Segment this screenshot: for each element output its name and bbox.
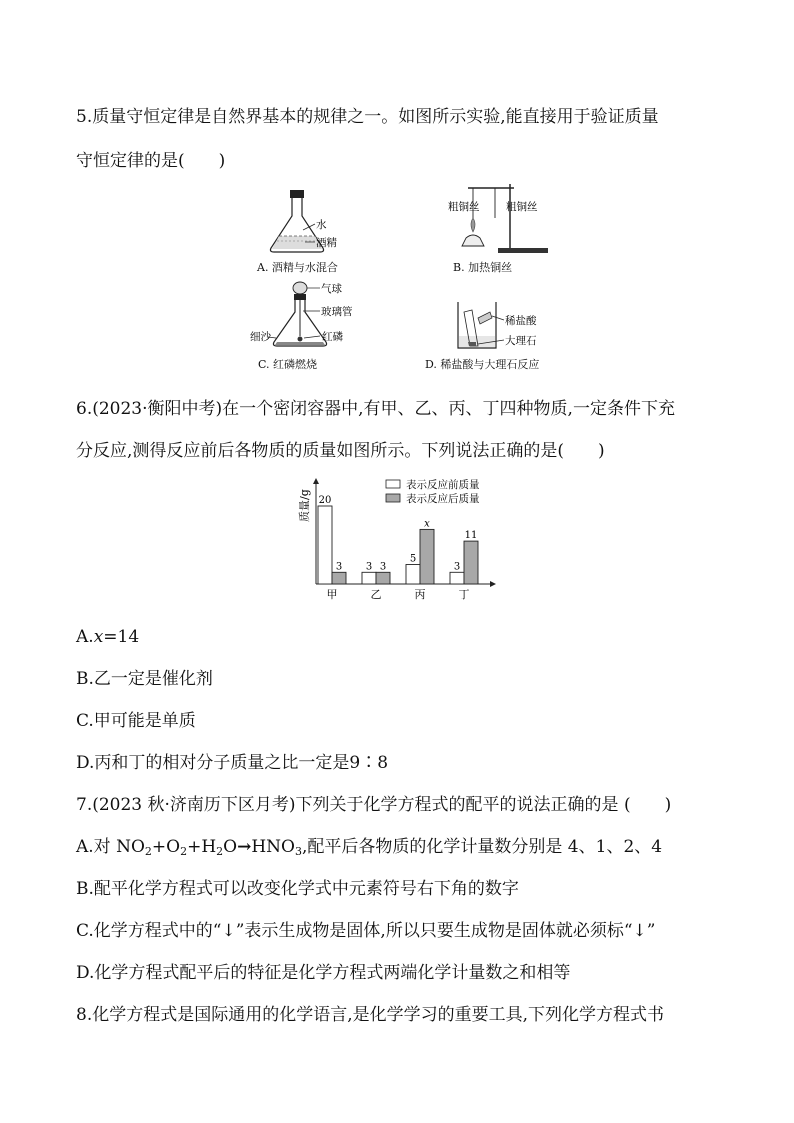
bar-after-3 [420,529,434,584]
label-phosphorus: 红磷 [322,331,343,343]
bar-before-4 [450,572,464,584]
q6-option-a-var: x [93,627,104,647]
bar-chart [290,474,510,604]
figure-a-caption: A. 酒精与水混合 [257,261,338,274]
liquid [272,236,322,249]
figure-c-caption: C. 红磷燃烧 [258,358,318,371]
bar-after-4 [464,541,478,584]
figure-b-stand [440,180,560,260]
label-tube: 玻璃管 [321,306,353,318]
chart-legend [386,478,480,505]
q6-option-b[interactable]: B.乙一定是催化剂 [76,669,213,689]
data-label-after-3: x [424,518,430,530]
q6-option-d[interactable]: D.丙和丁的相对分子质量之比一定是9∶8 [76,753,389,773]
q6-option-a-rest: =14 [103,627,140,647]
q7-option-b[interactable]: B.配平化学方程式可以改变化学式中元素符号右下角的数字 [76,879,519,899]
flame-icon [471,218,475,232]
figure-d-caption: D. 稀盐酸与大理石反应 [425,358,540,371]
red-phosphorus [298,337,303,342]
label-marble: 大理石 [505,335,537,347]
q6-option-a[interactable] [76,626,139,648]
q5-stem-line1: 5.质量守恒定律是自然界基本的规律之一。如图所示实验,能直接用于验证质量 [76,107,659,127]
y-axis-arrow-icon [313,478,319,484]
alcohol-lamp [462,235,484,246]
figure-d-beaker [448,298,558,354]
q7-option-d[interactable]: D.化学方程式配平后的特征是化学方程式两端化学计量数之和相等 [76,963,571,983]
q7-option-c[interactable]: C.化学方程式中的“↓”表示生成物是固体,所以只要生成物是固体就必须标“↓” [76,921,656,941]
legend-label-1: 表示反应前质量 [406,479,480,491]
bar-before-1 [318,506,332,584]
label-wire-right: 粗铜丝 [506,201,538,213]
bar-after-1 [332,572,346,584]
stand-base [498,248,548,253]
category-label-3: 丙 [414,588,426,601]
sand [275,342,325,345]
legend-label-2: 表示反应后质量 [406,493,480,505]
bar-after-2 [376,572,390,584]
flask-stopper [290,190,304,198]
figure-b-caption: B. 加热铜丝 [453,261,513,274]
label-water: 水 [316,219,327,231]
q5-stem-line2: 守恒定律的是( ) [76,151,226,171]
label-alcohol: 酒精 [316,237,337,249]
q8-stem-line1: 8.化学方程式是国际通用的化学语言,是化学学习的重要工具,下列化学方程式书 [76,1005,665,1025]
q6-option-a-prefix: A. [76,627,94,647]
label-sand: 细沙 [250,331,271,343]
data-label-before-3: 5 [409,553,417,565]
category-label-2: 乙 [370,588,382,601]
label-wire-left: 粗铜丝 [448,201,480,213]
figure-c-flask [250,280,380,352]
x-axis-arrow-icon [490,581,496,587]
q7-option-a[interactable]: A.对 $NO_2+O_2+H_2O\to HNO_3$,配平后各物质的化学计量数分别是 4、1、2、4 [76,837,663,858]
label-balloon: 气球 [321,283,342,295]
data-label-before-4: 3 [453,561,461,573]
data-label-after-1: 3 [335,561,343,573]
q6-stem-line2: 分反应,测得反应前后各物质的质量如图所示。下列说法正确的是( ) [76,441,605,461]
data-label-before-1: 20 [318,495,332,506]
q6-stem-line1: 6.(2023·衡阳中考)在一个密闭容器中,有甲、乙、丙、丁四种物质,一定条件下充 [76,399,675,419]
legend-swatch-2 [386,494,400,502]
acid-tube [478,312,492,324]
bar-before-3 [406,565,420,585]
marble [468,342,476,346]
legend-swatch-1 [386,480,400,488]
category-label-1: 甲 [326,588,338,601]
balloon [293,282,307,294]
bar-before-2 [362,572,376,584]
chart-bars [318,495,478,601]
q6-option-c[interactable]: C.甲可能是单质 [76,711,196,731]
data-label-after-4: 11 [464,530,478,542]
q7-stem: 7.(2023 秋·济南历下区月考)下列关于化学方程式的配平的说法正确的是 ( ) [76,795,672,815]
label-acid: 稀盐酸 [505,315,537,327]
data-label-before-2: 3 [365,561,373,573]
reaction-arrow-icon: → [237,837,252,857]
category-label-4: 丁 [458,588,470,601]
chart-ylabel: 质量/g [298,489,311,522]
data-label-after-2: 3 [379,561,387,573]
